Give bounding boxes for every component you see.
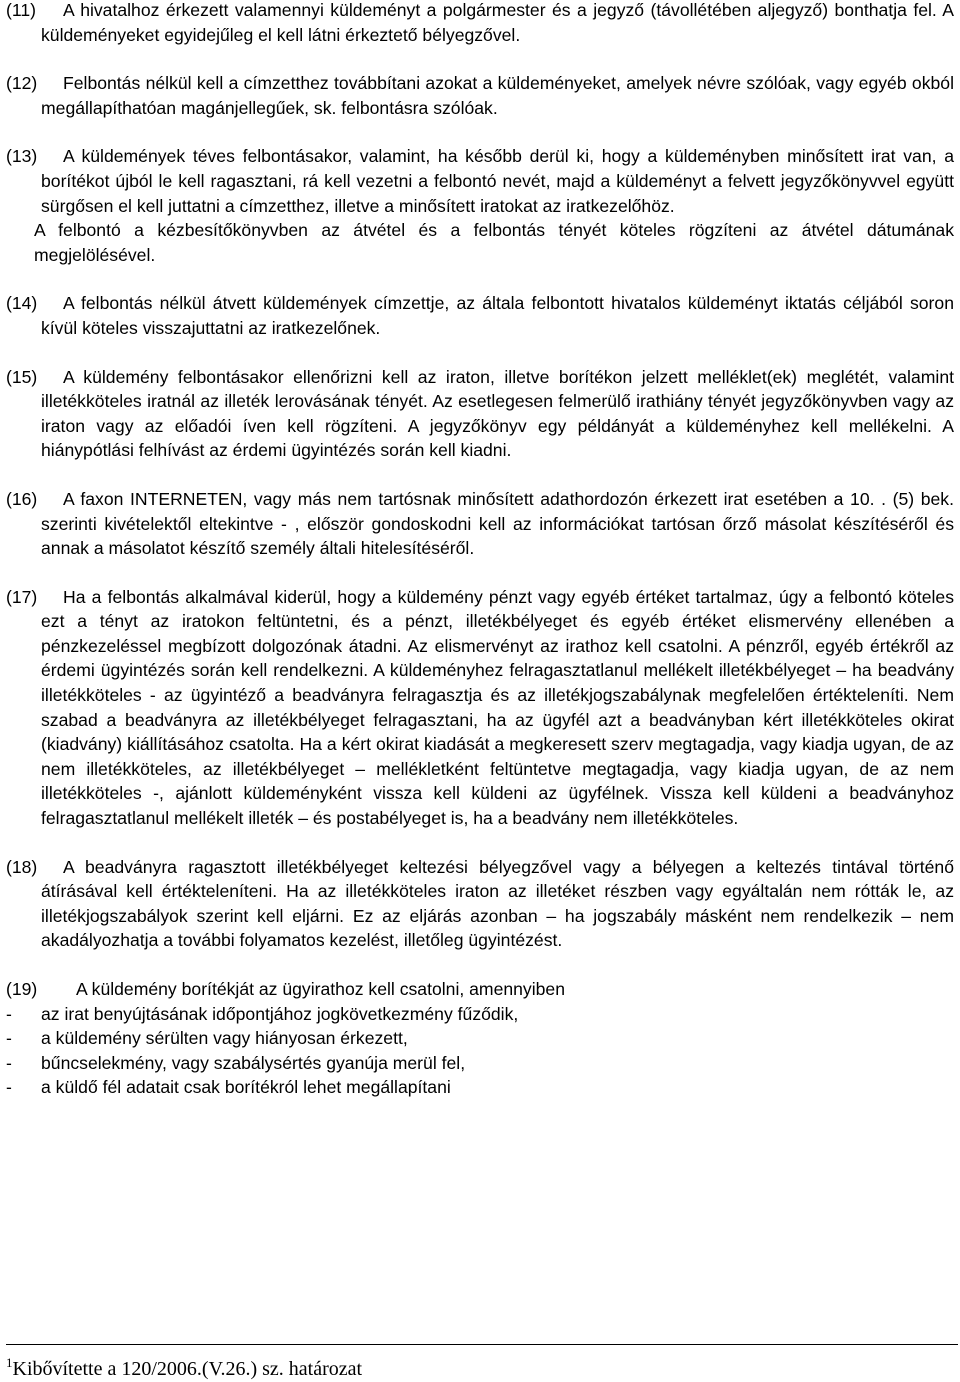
paragraph-number: (12) bbox=[6, 73, 38, 94]
paragraph-15 bbox=[6, 365, 954, 463]
paragraph-text: A felbontó a kézbesítőkönyvben az átvétel és a felbontás tényét köteles rögzíteni az átvétel dátumának megjelölésével. bbox=[34, 220, 954, 265]
paragraph-number: (14) bbox=[6, 293, 38, 314]
paragraph-text: Felbontás nélkül kell a címzetthez továbbítani azokat a küldeményeket, amelyek névre szólóak, vagy egyéb okból megállapíthatóan magánjellegűek, sk. felbontásra szólóak. bbox=[41, 73, 954, 118]
list-item-text: a küldő fél adatait csak borítékról lehet megállapítani bbox=[41, 1077, 451, 1098]
paragraph-13-continuation bbox=[6, 218, 954, 267]
footnote-text: Kibővítette a 120/2006.(V.26.) sz. határozat bbox=[12, 1358, 363, 1380]
paragraph-text: A beadványra ragasztott illetékbélyeget keltezési bélyegzővel vagy a bélyegen a keltezés tintával történő átírásával kell értékteleníteni. Ha az illetékköteles iraton az illetéket részben vagy egyáltalán nem rótták le, az illetékjogszabályok szerint kell eljárni. Ez az eljárás azonban – ha jogszabály másként nem rendelkezik – nem akadályozhatja a további folyamatos kezelést, illetőleg ügyintézést. bbox=[41, 856, 954, 951]
list-item-text: a küldemény sérülten vagy hiányosan érkezett, bbox=[41, 1028, 408, 1049]
paragraph-number: (13) bbox=[6, 146, 38, 167]
paragraph-number: (17) bbox=[6, 586, 38, 607]
paragraph-11 bbox=[6, 0, 954, 47]
paragraph-12 bbox=[6, 71, 954, 120]
list-item bbox=[6, 1075, 954, 1100]
footnote-divider bbox=[6, 1344, 958, 1345]
list-dash: - bbox=[6, 1052, 12, 1073]
list-dash: - bbox=[6, 1003, 12, 1024]
paragraph-text: A küldemény borítékját az ügyirathoz kell csatolni, amennyiben bbox=[76, 979, 565, 999]
paragraph-text: A küldemények téves felbontásakor, valamint, ha később derül ki, hogy a küldeményben minősített irat van, a borítékot újból le kell ragasztani, rá kell vezetni a felbontó nevét, majd a küldeményt a felvett jegyzőkönyvvel együtt sürgősen el kell juttatni a címzetthez, illetve a minősített iratokat az iratkezelőhöz. bbox=[41, 146, 954, 216]
paragraph-text: Ha a felbontás alkalmával kiderül, hogy a küldemény pénzt vagy egyéb értéket tartalmaz, úgy a felbontó köteles ezt a tényt az iratokon feltüntetni, és a pénzt, illetékbélyeget és egyéb értéket elismervény ellenében a pénzkezeléssel megbízott dolgozónak átadni. Az elismervényt az irathoz kell csatolni. A pénzről, egyéb értékről az érdemi ügyintézés során kell rendelkezni. A küldeményhez felragasztatlanul mellékelt illetékbélyeget – ha beadvány illetékköteles - az ügyintéző a beadványra felragasztja és az illetékjogszabálynak megfelelően értékteleníti. Nem szabad a beadványra az illetékbélyeget felragasztani, ha az ügyfél azt a beadványban kért illetékköteles okirat (kiadvány) kiállításához csatolta. Ha a kért okirat kiadását a megkeresett szerv megtagadja, vagy kiadja ugyan, de az nem illetékköteles, az illetékbélyeget – mellékletként feltüntetve megtagadja, vagy kiadja ugyan, de az nem illetékköteles -, ajánlott küldeményként vissza kell küldeni az ügyfélnek. Vissza kell küldeni a beadványhoz felragasztatlanul mellékelt illeték – és postabélyeget is, ha a beadvány nem illetékköteles. bbox=[41, 586, 954, 829]
paragraph-text: A küldemény felbontásakor ellenőrizni kell az iraton, illetve borítékon jelzett melléklet(ek) meglétét, valamint illetékköteles iratnál az illeték lerovásának tényét. Az esetlegesen felmerülő irathiány tényét jegyzőkönyvben vagy az iraton vagy az előadói íven kell rögzíteni. A jegyzőkönyv egy példányát a küldeményhez kell mellékelni. A hiánypótlási felhívást az érdemi ügyintézés során kell kiadni. bbox=[41, 366, 954, 461]
paragraph-17 bbox=[6, 585, 954, 831]
paragraph-number: (18) bbox=[6, 856, 38, 877]
list-item bbox=[6, 1002, 954, 1027]
paragraph-text: A hivatalhoz érkezett valamennyi küldeményt a polgármester és a jegyző (távollétében aljegyző) bonthatja fel. A küldeményeket egyidejűleg el kell látni érkeztető bélyegzővel. bbox=[41, 0, 954, 45]
paragraph-14 bbox=[6, 291, 954, 340]
paragraph-text: A felbontás nélkül átvett küldemények címzettje, az általa felbontott hivatalos küldeményt iktatás céljából soron kívül köteles visszajuttatni az iratkezelőnek. bbox=[41, 293, 954, 338]
list-dash: - bbox=[6, 1028, 12, 1049]
footnote bbox=[6, 1350, 362, 1382]
paragraph-number: (15) bbox=[6, 366, 38, 387]
footnote-mark: 1 bbox=[6, 1355, 13, 1370]
paragraph-18 bbox=[6, 855, 954, 953]
paragraph-text: A faxon INTERNETEN, vagy más nem tartósnak minősített adathordozón érkezett irat esetében a 10. . (5) bek. szerinti kivételektől eltekintve - , először gondoskodni kell az információkat tartósan őrző másolat készítéséről és annak a másolatot készítő személy általi hitelesítéséről. bbox=[41, 488, 954, 559]
list-item bbox=[6, 1051, 954, 1076]
list-item bbox=[6, 1026, 954, 1051]
paragraph-19 bbox=[6, 977, 954, 1002]
paragraph-number: (19) bbox=[6, 979, 38, 999]
list-item-text: bűncselekmény, vagy szabálysértés gyanúja merül fel, bbox=[41, 1052, 466, 1073]
list-dash: - bbox=[6, 1077, 12, 1098]
document-page bbox=[6, 0, 954, 1100]
paragraph-13 bbox=[6, 144, 954, 218]
paragraph-number: (16) bbox=[6, 488, 38, 509]
list-item-text: az irat benyújtásának időpontjához jogkövetkezmény fűződik, bbox=[41, 1003, 519, 1024]
paragraph-number: (11) bbox=[6, 0, 36, 20]
paragraph-16 bbox=[6, 487, 954, 561]
